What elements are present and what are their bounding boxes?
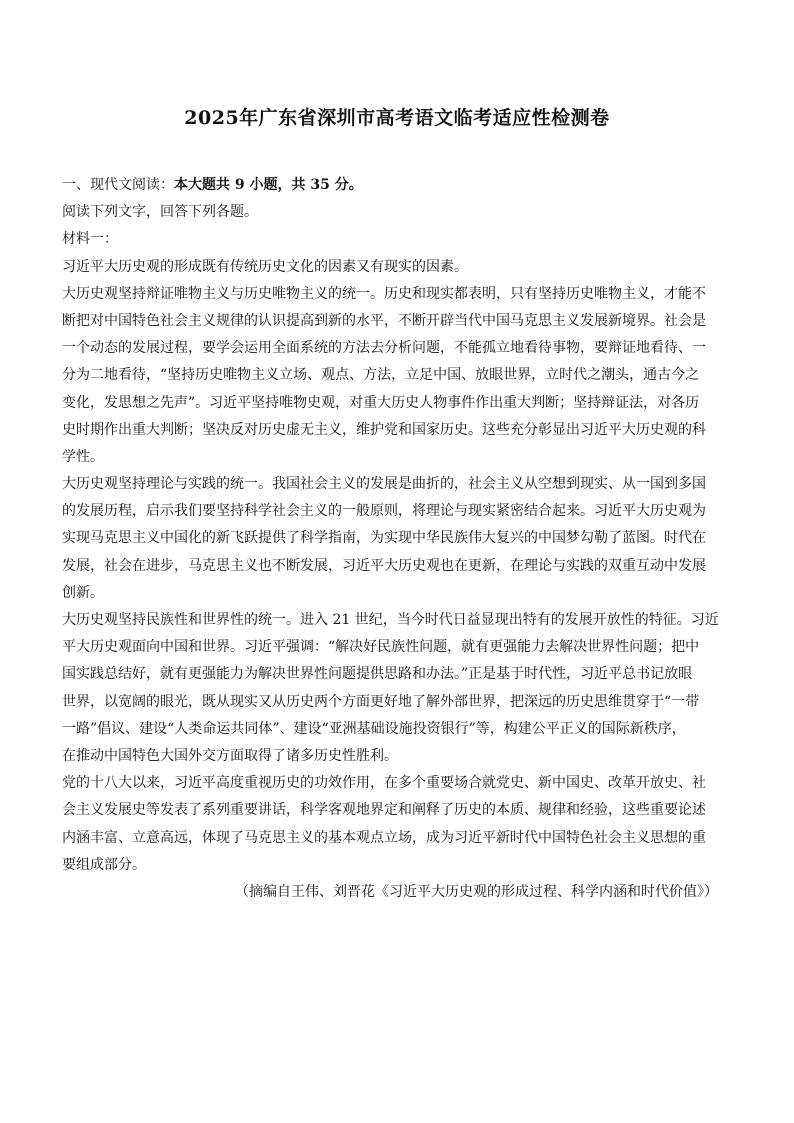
page-title: 2025年广东省深圳市高考语文临考适应性检测卷 (184, 107, 610, 129)
text-line: 史时期作出重大判断；坚决反对历史虚无主义，维护党和国家历史。这些充分彰显出习近平大历史观的科 (62, 421, 706, 438)
text-line: 变化，发思想之先声”。习近平坚持唯物史观，对重大历史人物事件作出重大判断；坚持辩证法，对各历 (62, 394, 700, 411)
section-header (62, 172, 732, 199)
text-line: 内涵丰富、立意高远，体现了马克思主义的基本观点立场，成为习近平新时代中国特色社会主义思想的重 (62, 829, 706, 846)
section-header-prefix: 一、现代文阅读： (62, 177, 174, 193)
source-citation: （摘编自王伟、刘晋花《习近平大历史观的形成过程、科学内涵和时代价值》） (235, 883, 718, 900)
text-line: 发展，社会在进步，马克思主义也不断发展，习近平大历史观也在更新，在理论与实践的双重互动中发展 (62, 557, 706, 574)
document-body (62, 172, 732, 906)
text-line: 大历史观坚持理论与实践的统一。我国社会主义的发展是曲折的，社会主义从空想到现实、从一国到多国 (62, 476, 706, 493)
text-line: 会主义发展史等发表了系列重要讲话，科学客观地界定和阐释了历史的本质、规律和经验，这些重要论述 (62, 802, 706, 819)
text-line: 分为二地看待，“坚持历史唯物主义立场、观点、方法，立足中国、放眼世界，立时代之潮头，通古今之 (62, 367, 700, 384)
text-line: 平大历史观面向中国和世界。习近平强调：“解决好民族性问题，就有更强能力去解决世界性问题；把中 (62, 639, 700, 656)
text-line: 党的十八大以来，习近平高度重视历史的功效作用，在多个重要场合就党史、新中国史、改革开放史、社 (62, 775, 706, 792)
text-line: 大历史观坚持辩证唯物主义与历史唯物主义的统一。历史和现实都表明，只有坚持历史唯物主义，才能不 (62, 285, 706, 302)
text-line: 学性。 (62, 448, 104, 465)
text-line: 习近平大历史观的形成既有传统历史文化的因素又有现实的因素。 (62, 258, 468, 275)
text-line: 断把对中国特色社会主义规律的认识提高到新的水平，不断开辟当代中国马克思主义发展新境界。社会是 (62, 312, 706, 329)
text-line: 国实践总结好，就有更强能力为解决世界性问题提供思路和办法。”正是基于时代性，习近平总书记放眼 (62, 666, 693, 683)
material-label: 材料一： (62, 231, 118, 248)
text-line: 的发展历程，启示我们要坚持科学社会主义的一般原则，将理论与现实紧密结合起来。习近平大历史观为 (62, 503, 706, 520)
text-line: 创新。 (62, 584, 104, 601)
section-header-detail: 本大题共 9 小题，共 35 分。 (174, 177, 363, 193)
text-line: 实现马克思主义中国化的新飞跃提供了科学指南，为实现中华民族伟大复兴的中国梦勾勒了蓝图。时代在 (62, 530, 706, 547)
text-line: 在推动中国特色大国外交方面取得了诸多历史性胜利。 (62, 747, 398, 764)
reading-instruction: 阅读下列文字，回答下列各题。 (62, 204, 258, 221)
text-line: 要组成部分。 (62, 856, 146, 873)
text-line: 世界，以宽阔的眼光，既从现实又从历史两个方面更好地了解外部世界，把深远的历史思维贯穿于“一带 (62, 693, 700, 710)
text-line: 一路”倡议、建设“人类命运共同体”、建设“亚洲基础设施投资银行”等，构建公平正义的国际新秩序， (62, 720, 686, 737)
text-line: 大历史观坚持民族性和世界性的统一。进入 21 世纪，当今时代日益显现出特有的发展开放性的特征。习近 (62, 612, 719, 628)
text-line: 一个动态的发展过程，要学会运用全面系统的方法去分析问题，不能孤立地看待事物，要辩证地看待、一 (62, 340, 706, 357)
